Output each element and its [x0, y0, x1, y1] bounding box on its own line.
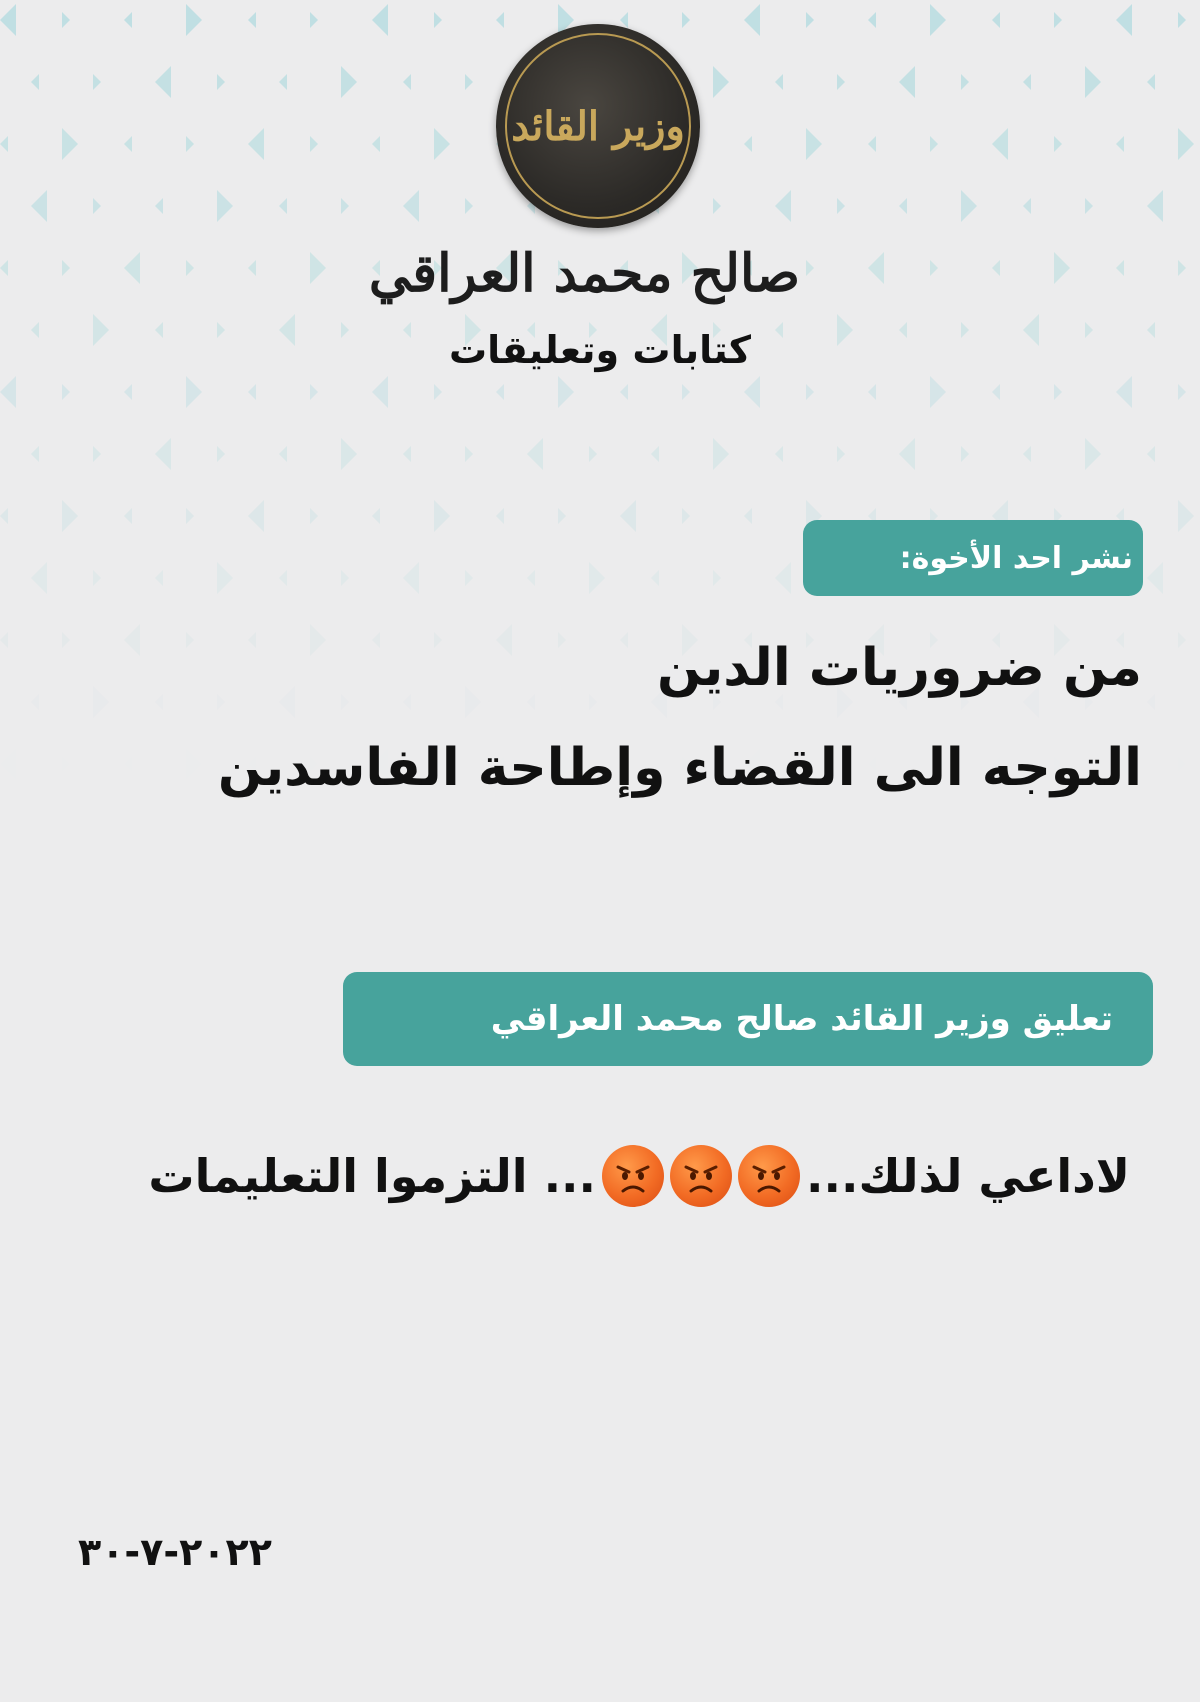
angry-face-icon — [602, 1145, 664, 1207]
pattern-triangle — [775, 74, 783, 90]
pattern-triangle — [372, 632, 380, 648]
pattern-triangle — [1023, 198, 1031, 214]
section-subtitle: كتابات وتعليقات — [449, 328, 751, 372]
pattern-triangle — [155, 198, 163, 214]
pattern-triangle — [310, 252, 326, 284]
pattern-triangle — [155, 66, 171, 98]
pattern-triangle — [403, 446, 411, 462]
pattern-triangle — [1178, 384, 1186, 400]
pattern-triangle — [124, 508, 132, 524]
pattern-triangle — [186, 376, 202, 408]
pattern-triangle — [217, 562, 233, 594]
pattern-triangle — [744, 4, 760, 36]
pattern-triangle — [341, 198, 349, 214]
pattern-triangle — [589, 562, 605, 594]
pattern-triangle — [403, 74, 411, 90]
pattern-triangle — [279, 198, 287, 214]
pattern-triangle — [279, 74, 287, 90]
pattern-triangle — [186, 136, 194, 152]
pattern-triangle — [93, 314, 109, 346]
pattern-triangle — [434, 632, 442, 648]
pattern-triangle — [217, 74, 225, 90]
pattern-triangle — [310, 136, 318, 152]
pattern-triangle — [217, 322, 225, 338]
pattern-triangle — [744, 376, 760, 408]
pattern-triangle — [527, 570, 535, 586]
pattern-triangle — [341, 570, 349, 586]
pattern-triangle — [434, 500, 450, 532]
pattern-triangle — [961, 190, 977, 222]
pattern-triangle — [0, 508, 8, 524]
pattern-triangle — [527, 438, 543, 470]
pattern-triangle — [837, 446, 845, 462]
pattern-triangle — [899, 66, 915, 98]
pattern-triangle — [1178, 12, 1186, 28]
pattern-triangle — [403, 694, 411, 710]
pattern-triangle — [124, 624, 140, 656]
pattern-triangle — [248, 500, 264, 532]
pattern-triangle — [155, 694, 163, 710]
pattern-triangle — [558, 376, 574, 408]
pattern-triangle — [837, 314, 853, 346]
pattern-triangle — [713, 66, 729, 98]
pattern-triangle — [992, 384, 1000, 400]
pattern-triangle — [1147, 694, 1155, 710]
pattern-triangle — [1054, 12, 1062, 28]
pattern-triangle — [899, 322, 907, 338]
pattern-triangle — [93, 198, 101, 214]
pattern-triangle — [1085, 438, 1101, 470]
pattern-triangle — [93, 446, 101, 462]
pattern-triangle — [496, 624, 512, 656]
pattern-triangle — [155, 322, 163, 338]
pattern-triangle — [0, 4, 16, 36]
pattern-triangle — [1116, 136, 1124, 152]
pattern-triangle — [124, 252, 140, 284]
pattern-triangle — [403, 562, 419, 594]
reply-text-before: لاداعي لذلك... — [806, 1149, 1130, 1203]
pattern-triangle — [62, 384, 70, 400]
pattern-triangle — [1116, 376, 1132, 408]
pattern-triangle — [496, 12, 504, 28]
pattern-triangle — [341, 66, 357, 98]
pattern-triangle — [372, 376, 388, 408]
pattern-triangle — [465, 446, 473, 462]
pattern-triangle — [310, 384, 318, 400]
pattern-triangle — [961, 322, 969, 338]
pattern-triangle — [1054, 252, 1070, 284]
pattern-triangle — [620, 500, 636, 532]
pattern-triangle — [31, 322, 39, 338]
pattern-triangle — [62, 128, 78, 160]
pattern-triangle — [1085, 198, 1093, 214]
post-label: نشر احد الأخوة: — [899, 540, 1133, 576]
pattern-triangle — [93, 686, 109, 718]
pattern-triangle — [279, 314, 295, 346]
pattern-triangle — [1085, 66, 1101, 98]
pattern-triangle — [372, 4, 388, 36]
pattern-triangle — [1147, 562, 1163, 594]
pattern-triangle — [930, 4, 946, 36]
pattern-triangle — [620, 632, 628, 648]
pattern-triangle — [1116, 260, 1124, 276]
pattern-triangle — [1147, 446, 1155, 462]
pattern-triangle — [62, 756, 70, 772]
pattern-triangle — [0, 260, 8, 276]
pattern-triangle — [1178, 260, 1186, 276]
pattern-triangle — [558, 508, 566, 524]
pattern-triangle — [465, 570, 473, 586]
pattern-triangle — [930, 260, 938, 276]
pattern-triangle — [434, 384, 442, 400]
pattern-triangle — [713, 570, 721, 586]
pattern-triangle — [961, 446, 969, 462]
pattern-triangle — [775, 446, 783, 462]
pattern-triangle — [31, 190, 47, 222]
post-text-line-1: من ضروريات الدين — [656, 638, 1142, 698]
pattern-triangle — [31, 446, 39, 462]
pattern-triangle — [930, 136, 938, 152]
pattern-triangle — [62, 500, 78, 532]
pattern-triangle — [341, 694, 349, 710]
pattern-triangle — [217, 190, 233, 222]
pattern-triangle — [837, 74, 845, 90]
pattern-triangle — [341, 322, 349, 338]
pattern-triangle — [124, 384, 132, 400]
pattern-triangle — [1054, 384, 1062, 400]
pattern-triangle — [155, 438, 171, 470]
pattern-triangle — [62, 12, 70, 28]
pattern-triangle — [713, 438, 729, 470]
angry-face-icon — [738, 1145, 800, 1207]
pattern-triangle — [372, 136, 380, 152]
pattern-triangle — [186, 260, 194, 276]
pattern-triangle — [992, 12, 1000, 28]
pattern-triangle — [1023, 74, 1031, 90]
pattern-triangle — [465, 198, 473, 214]
pattern-triangle — [279, 570, 287, 586]
pattern-triangle — [1116, 4, 1132, 36]
pattern-triangle — [1023, 314, 1039, 346]
pattern-triangle — [682, 508, 690, 524]
pattern-triangle — [1147, 190, 1163, 222]
pattern-triangle — [31, 74, 39, 90]
pattern-triangle — [1023, 446, 1031, 462]
pattern-triangle — [186, 508, 194, 524]
reply-label: تعليق وزير القائد صالح محمد العراقي — [490, 999, 1113, 1039]
pattern-triangle — [465, 686, 481, 718]
pattern-triangle — [806, 384, 814, 400]
pattern-triangle — [1178, 500, 1194, 532]
pattern-triangle — [744, 508, 752, 524]
reply-text-after: ... التزموا التعليمات — [148, 1149, 597, 1203]
pattern-triangle — [310, 508, 318, 524]
pattern-triangle — [620, 384, 628, 400]
pattern-triangle — [279, 686, 295, 718]
pattern-triangle — [248, 260, 256, 276]
post-label-badge — [803, 520, 1143, 596]
seal-ring — [505, 33, 691, 219]
pattern-triangle — [868, 12, 876, 28]
pattern-triangle — [124, 136, 132, 152]
pattern-triangle — [1147, 322, 1155, 338]
pattern-triangle — [93, 570, 101, 586]
pattern-triangle — [651, 446, 659, 462]
seal-logo — [496, 24, 700, 228]
pattern-triangle — [806, 12, 814, 28]
pattern-triangle — [558, 632, 566, 648]
pattern-triangle — [1054, 136, 1062, 152]
pattern-triangle — [217, 694, 225, 710]
pattern-triangle — [713, 198, 721, 214]
pattern-triangle — [527, 694, 535, 710]
pattern-triangle — [651, 570, 659, 586]
pattern-triangle — [589, 446, 597, 462]
pattern-triangle — [837, 198, 845, 214]
pattern-triangle — [310, 12, 318, 28]
pattern-triangle — [279, 446, 287, 462]
pattern-triangle — [186, 748, 202, 780]
pattern-triangle — [496, 508, 504, 524]
pattern-triangle — [868, 252, 884, 284]
pattern-triangle — [62, 260, 70, 276]
pattern-triangle — [1178, 632, 1186, 648]
pattern-triangle — [868, 384, 876, 400]
pattern-triangle — [930, 376, 946, 408]
pattern-triangle — [248, 632, 256, 648]
pattern-triangle — [248, 12, 256, 28]
reply-label-badge — [343, 972, 1153, 1066]
pattern-triangle — [217, 446, 225, 462]
pattern-triangle — [403, 190, 419, 222]
pattern-triangle — [248, 384, 256, 400]
pattern-triangle — [31, 694, 39, 710]
pattern-triangle — [496, 384, 504, 400]
pattern-triangle — [1178, 756, 1186, 772]
pattern-triangle — [992, 260, 1000, 276]
pattern-triangle — [372, 508, 380, 524]
pattern-triangle — [1147, 74, 1155, 90]
pattern-triangle — [0, 748, 16, 780]
pattern-triangle — [806, 260, 814, 276]
pattern-triangle — [744, 136, 752, 152]
pattern-triangle — [434, 12, 442, 28]
pattern-triangle — [186, 632, 194, 648]
pattern-triangle — [434, 128, 450, 160]
pattern-triangle — [0, 136, 8, 152]
pattern-triangle — [341, 438, 357, 470]
seal-text: وزير القائد — [511, 102, 685, 150]
author-calligraphy-name: صالح محمد العراقي — [368, 243, 800, 304]
pattern-triangle — [1178, 128, 1194, 160]
pattern-triangle — [155, 570, 163, 586]
pattern-triangle — [310, 624, 326, 656]
pattern-triangle — [124, 756, 132, 772]
pattern-triangle — [775, 562, 791, 594]
pattern-triangle — [465, 74, 473, 90]
post-date: ٢٠٢٢-٧-٣٠ — [78, 1530, 272, 1574]
pattern-triangle — [0, 632, 8, 648]
pattern-triangle — [899, 198, 907, 214]
pattern-triangle — [62, 632, 70, 648]
pattern-triangle — [124, 12, 132, 28]
pattern-triangle — [682, 12, 690, 28]
pattern-triangle — [775, 190, 791, 222]
pattern-triangle — [806, 128, 822, 160]
pattern-triangle — [248, 128, 264, 160]
pattern-triangle — [31, 562, 47, 594]
pattern-triangle — [186, 4, 202, 36]
pattern-triangle — [93, 74, 101, 90]
pattern-triangle — [992, 128, 1008, 160]
pattern-triangle — [1085, 322, 1093, 338]
pattern-triangle — [589, 694, 597, 710]
post-text-line-2: التوجه الى القضاء وإطاحة الفاسدين — [217, 738, 1142, 798]
angry-face-icon — [670, 1145, 732, 1207]
pattern-triangle — [620, 12, 628, 28]
pattern-triangle — [899, 438, 915, 470]
pattern-triangle — [0, 376, 16, 408]
pattern-triangle — [682, 384, 690, 400]
reply-text — [148, 1145, 1130, 1207]
pattern-triangle — [961, 74, 969, 90]
pattern-triangle — [868, 136, 876, 152]
